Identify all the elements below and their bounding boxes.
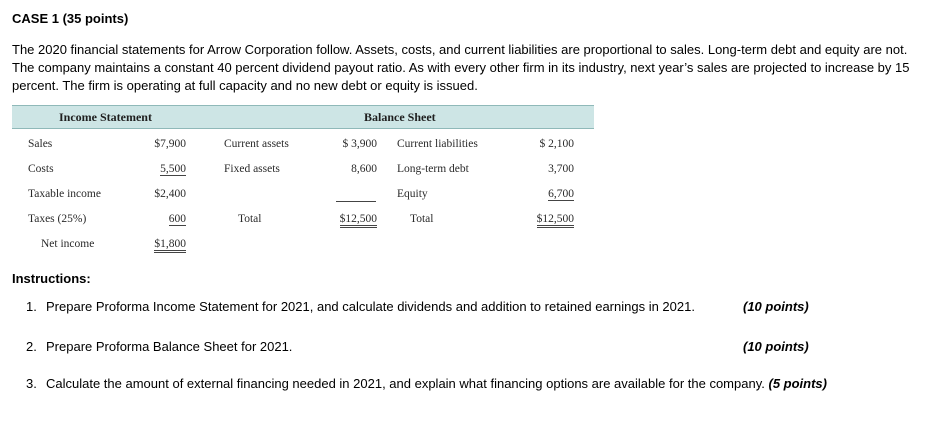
- instruction-text: Prepare Proforma Balance Sheet for 2021.: [46, 339, 293, 354]
- instruction-points: (10 points): [743, 299, 809, 314]
- bs-label-fixed-assets: Fixed assets: [224, 163, 280, 175]
- table-header-band: [12, 105, 594, 129]
- is-value-taxable-income: $2,400: [154, 188, 186, 200]
- bs-label-assets-total: Total: [238, 213, 262, 225]
- bs-value-long-term-debt: 3,700: [548, 163, 574, 175]
- income-statement-title: Income Statement: [59, 110, 152, 124]
- bs-label-current-liabilities: Current liabilities: [397, 138, 478, 150]
- instruction-item: [26, 376, 827, 391]
- instruction-item: [26, 299, 695, 314]
- bs-label-current-assets: Current assets: [224, 138, 289, 150]
- bs-value-current-liabilities: $ 2,100: [539, 138, 574, 150]
- bs-value-fixed-assets: 8,600: [351, 163, 377, 175]
- case-heading: CASE 1 (35 points): [12, 11, 129, 26]
- is-value-taxes: 600: [168, 213, 186, 225]
- instruction-number: 2.: [26, 339, 37, 354]
- financial-statements-table: [12, 105, 594, 260]
- bs-label-equity: Equity: [397, 188, 428, 200]
- is-value-costs: 5,500: [160, 163, 186, 175]
- is-value-sales: $7,900: [154, 138, 186, 150]
- instruction-points: (5 points): [768, 376, 827, 391]
- is-label-taxable-income: Taxable income: [28, 188, 101, 200]
- instruction-points: (10 points): [743, 339, 809, 354]
- bs-label-liabilities-total: Total: [410, 213, 434, 225]
- instruction-item: [26, 339, 292, 354]
- bs-value-current-assets: $ 3,900: [342, 138, 377, 150]
- is-label-sales: Sales: [28, 138, 53, 150]
- instruction-text: Prepare Proforma Income Statement for 2021, and calculate dividends and addition to retained earnings in 2021.: [46, 299, 695, 314]
- bs-value-liabilities-total: $12,500: [537, 213, 574, 228]
- balance-sheet-title: Balance Sheet: [364, 110, 436, 124]
- is-label-taxes: Taxes (25%): [28, 213, 87, 225]
- bs-value-equity: 6,700: [548, 188, 574, 200]
- instruction-number: 3.: [26, 376, 37, 391]
- case-intro-paragraph: The 2020 financial statements for Arrow Corporation follow. Assets, costs, and current liabilities are proportional to sales. Long-term debt and equity are not. The company maintains a constant 40 percent dividend payout ratio. As with every other firm in its industry, next year’s sales are projected to increase by 15 percent. The firm is operating at full capacity and no new debt or equity is issued.: [12, 42, 910, 93]
- bs-label-long-term-debt: Long-term debt: [397, 163, 469, 175]
- bs-asset-subtotal-rule: [336, 201, 376, 202]
- is-label-costs: Costs: [28, 163, 54, 175]
- is-label-net-income: Net income: [41, 238, 95, 250]
- instructions-title: Instructions:: [12, 271, 91, 286]
- bs-value-assets-total: $12,500: [340, 213, 377, 228]
- is-value-net-income: $1,800: [154, 238, 186, 253]
- instruction-number: 1.: [26, 299, 37, 314]
- instruction-text: Calculate the amount of external financing needed in 2021, and explain what financing options are available for the company.: [46, 376, 765, 391]
